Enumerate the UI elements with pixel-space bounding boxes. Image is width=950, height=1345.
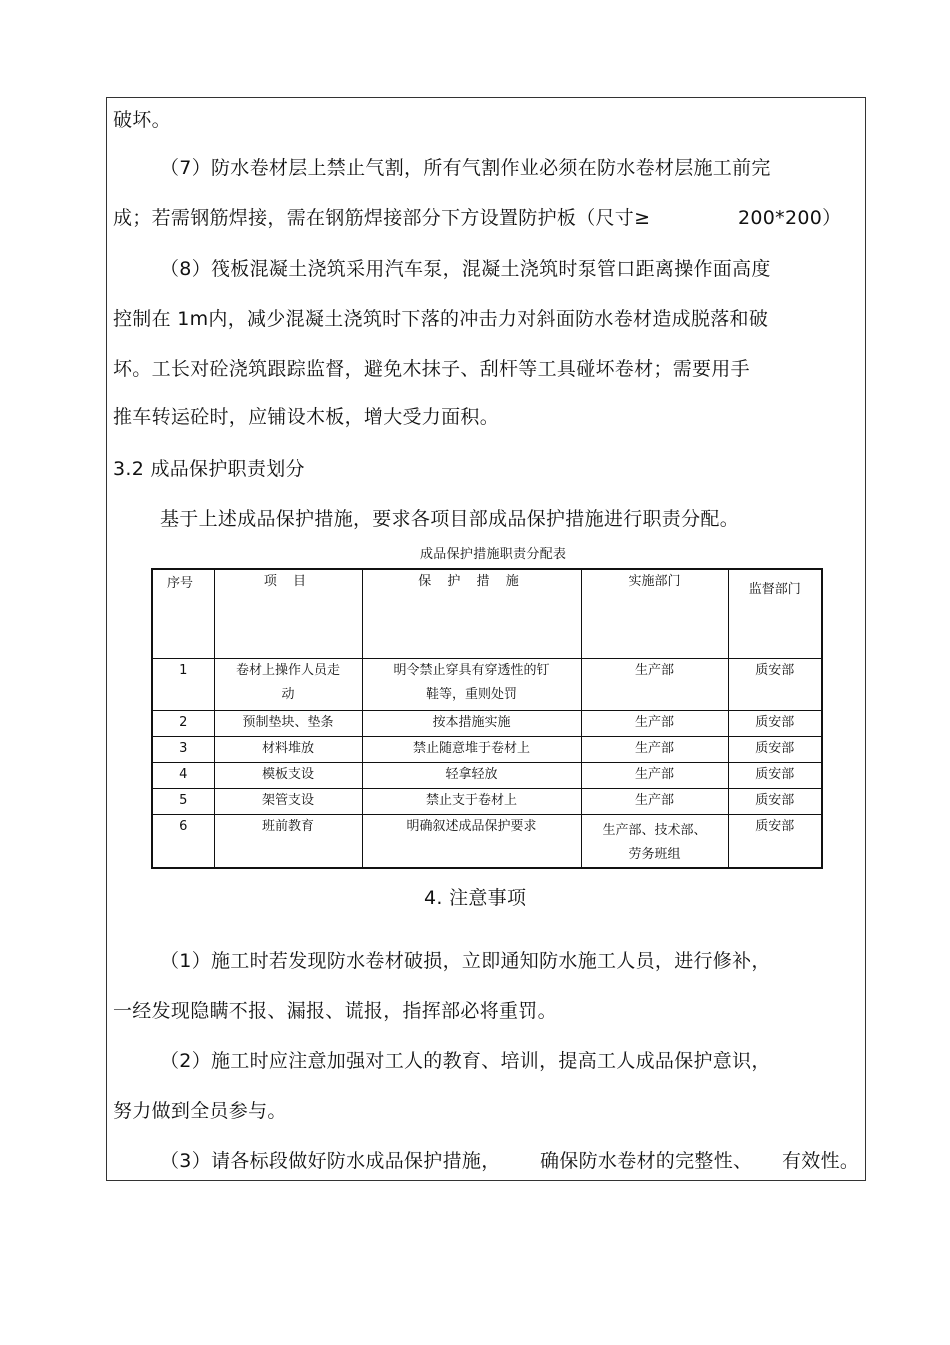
header-cell: 序号 — [152, 569, 214, 659]
paragraph-line: （2）施工时应注意加强对工人的教育、培训，提高工人成品保护意识， — [160, 1050, 771, 1072]
table-cell: 卷材上操作人员走 动 — [214, 659, 362, 711]
paragraph-line: 200*200） — [738, 207, 842, 229]
paragraph-line: （8）筏板混凝土浇筑采用汽车泵，混凝土浇筑时泵管口距离操作面高度 — [160, 258, 771, 280]
header-cell: 保 护 措 施 — [362, 569, 581, 659]
table-cell: 模板支设 — [214, 763, 362, 789]
table-cell: 生产部、技术部、 劳务班组 — [581, 815, 728, 869]
paragraph-line: 控制在 1m内，减少混凝土浇筑时下落的冲击力对斜面防水卷材造成脱落和破 — [113, 308, 769, 330]
table-row — [152, 815, 822, 869]
paragraph-line: 努力做到全员参与。 — [113, 1100, 287, 1122]
table-cell: 6 — [152, 815, 214, 869]
table-cell: 禁止支于卷材上 — [362, 789, 581, 815]
table-cell: 生产部 — [581, 711, 728, 737]
paragraph-line: 成；若需钢筋焊接，需在钢筋焊接部分下方设置防护板（尺寸≥ — [113, 207, 651, 229]
table-row — [152, 659, 822, 711]
table-cell: 预制垫块、垫条 — [214, 711, 362, 737]
table-cell: 质安部 — [728, 737, 822, 763]
table-cell: 生产部 — [581, 659, 728, 711]
header-cell: 实施部门 — [581, 569, 728, 659]
table-cell: 材料堆放 — [214, 737, 362, 763]
paragraph-line: 推车转运砼时，应铺设木板，增大受力面积。 — [113, 406, 500, 428]
table-cell: 明确叙述成品保护要求 — [362, 815, 581, 869]
table-cell: 明令禁止穿具有穿透性的钉 鞋等，重则处罚 — [362, 659, 581, 711]
table-cell: 生产部 — [581, 789, 728, 815]
table-row — [152, 711, 822, 737]
header-cell: 监督部门 — [728, 569, 822, 659]
table-cell: 质安部 — [728, 789, 822, 815]
paragraph-line: （7）防水卷材层上禁止气割，所有气割作业必须在防水卷材层施工前完 — [160, 157, 771, 179]
table-cell: 2 — [152, 711, 214, 737]
table-cell: 架管支设 — [214, 789, 362, 815]
paragraph-line: 确保防水卷材的完整性、 — [540, 1150, 753, 1172]
paragraph-line: 有效性。 — [782, 1150, 860, 1172]
table-cell: 4 — [152, 763, 214, 789]
section-heading: 4. 注意事项 — [424, 887, 527, 909]
table-cell: 质安部 — [728, 659, 822, 711]
table-row — [152, 789, 822, 815]
table-cell: 生产部 — [581, 737, 728, 763]
table-cell: 5 — [152, 789, 214, 815]
paragraph-line: 破坏。 — [113, 109, 171, 131]
table-row — [152, 763, 822, 789]
duty-table — [151, 568, 823, 869]
paragraph-line: 基于上述成品保护措施，要求各项目部成品保护措施进行职责分配。 — [160, 508, 740, 530]
table-cell: 生产部 — [581, 763, 728, 789]
table-cell: 质安部 — [728, 815, 822, 869]
table-cell: 1 — [152, 659, 214, 711]
paragraph-line: （1）施工时若发现防水卷材破损，立即通知防水施工人员，进行修补， — [160, 950, 771, 972]
table-row — [152, 737, 822, 763]
paragraph-line: 一经发现隐瞒不报、漏报、谎报，指挥部必将重罚。 — [113, 1000, 557, 1022]
table-cell: 按本措施实施 — [362, 711, 581, 737]
paragraph-line: 坏。工长对砼浇筑跟踪监督，避免木抹子、刮杆等工具碰坏卷材；需要用手 — [113, 358, 750, 380]
table-cell: 质安部 — [728, 763, 822, 789]
table-cell: 班前教育 — [214, 815, 362, 869]
table-caption: 成品保护措施职责分配表 — [420, 547, 567, 562]
header-cell: 项 目 — [214, 569, 362, 659]
table-cell: 质安部 — [728, 711, 822, 737]
table-cell: 轻拿轻放 — [362, 763, 581, 789]
section-heading: 3.2 成品保护职责划分 — [113, 458, 305, 480]
table-cell: 禁止随意堆于卷材上 — [362, 737, 581, 763]
paragraph-line: （3）请各标段做好防水成品保护措施， — [160, 1150, 501, 1172]
table-cell: 3 — [152, 737, 214, 763]
table-header-row — [152, 569, 822, 659]
